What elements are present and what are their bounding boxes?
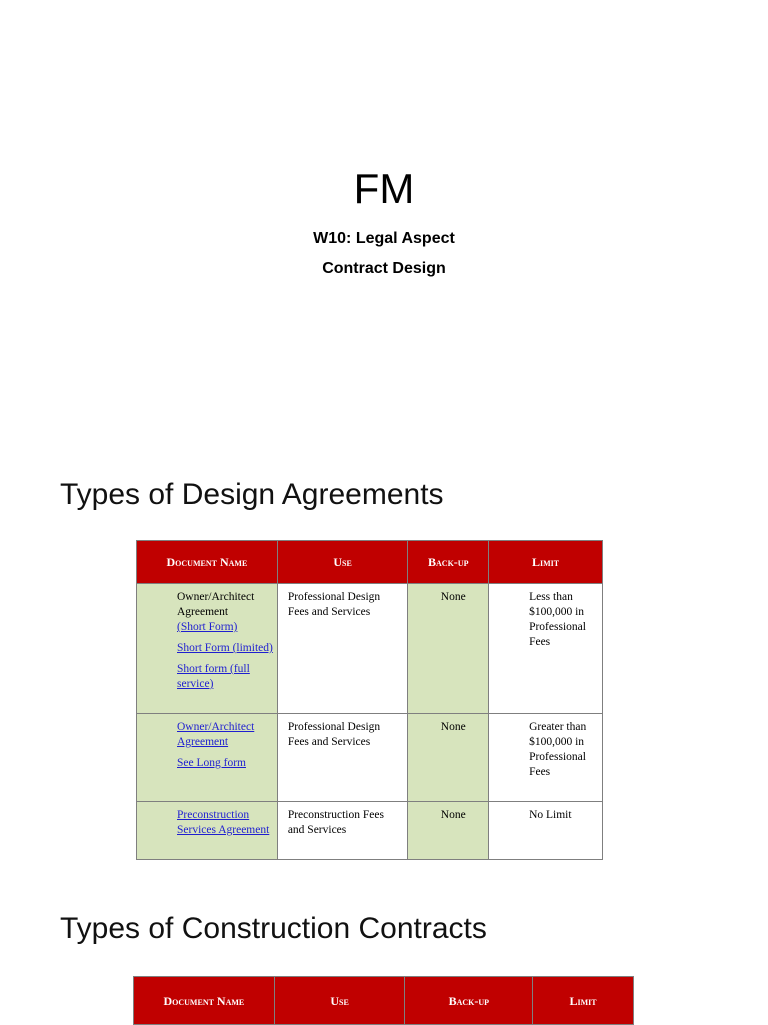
doc-name-cell [137, 714, 278, 802]
limit-cell [489, 584, 603, 714]
use-cell [277, 802, 408, 860]
limit-cell [489, 802, 603, 860]
backup-text: None [440, 809, 466, 821]
short-form-link[interactable]: (Short Form) [177, 621, 238, 633]
preconstruction-services-link[interactable]: Preconstruction Services Agreement [177, 809, 270, 836]
backup-text: None [440, 721, 466, 733]
backup-cell [408, 714, 489, 802]
cover-title: FM [353, 165, 415, 212]
header-backup: Back-up [408, 541, 489, 584]
design-agreements-heading: Types of Design Agreements [60, 478, 444, 511]
limit-cell [489, 714, 603, 802]
long-form-link[interactable]: See Long form [177, 757, 246, 769]
table-header-row [134, 977, 634, 1025]
limit-text: No Limit [529, 809, 572, 821]
backup-cell [408, 802, 489, 860]
backup-cell [408, 584, 489, 714]
header-document-name: Document Name [137, 541, 278, 584]
backup-text: None [440, 591, 466, 603]
doc-name-text: Owner/Architect Agreement [177, 591, 255, 618]
table-row [137, 714, 603, 802]
short-form-full-service-link[interactable]: Short form (full service) [177, 663, 250, 690]
header-backup: Back-up [405, 977, 533, 1025]
construction-contracts-table [133, 976, 634, 1025]
limit-text: Greater than $100,000 in Professional Fees [529, 721, 587, 778]
table-row [137, 584, 603, 714]
construction-contracts-heading: Types of Construction Contracts [60, 912, 487, 945]
use-text: Professional Design Fees and Services [287, 721, 381, 748]
header-use: Use [277, 541, 408, 584]
limit-text: Less than $100,000 in Professional Fees [529, 591, 586, 648]
cover-subtitle-topic: Contract Design [322, 260, 446, 277]
short-form-limited-link[interactable]: Short Form (limited) [177, 642, 273, 654]
owner-architect-agreement-link[interactable]: Owner/Architect Agreement [177, 721, 255, 748]
table-row [137, 802, 603, 860]
doc-name-cell [137, 584, 278, 714]
header-limit: Limit [533, 977, 634, 1025]
header-document-name: Document Name [134, 977, 275, 1025]
header-limit: Limit [489, 541, 603, 584]
cover-subtitle-week: W10: Legal Aspect [313, 230, 455, 247]
header-use: Use [274, 977, 405, 1025]
design-agreements-table [136, 540, 603, 860]
table-header-row [137, 541, 603, 584]
doc-name-cell [137, 802, 278, 860]
use-cell [277, 714, 408, 802]
use-text: Preconstruction Fees and Services [287, 809, 384, 836]
use-cell [277, 584, 408, 714]
use-text: Professional Design Fees and Services [287, 591, 381, 618]
